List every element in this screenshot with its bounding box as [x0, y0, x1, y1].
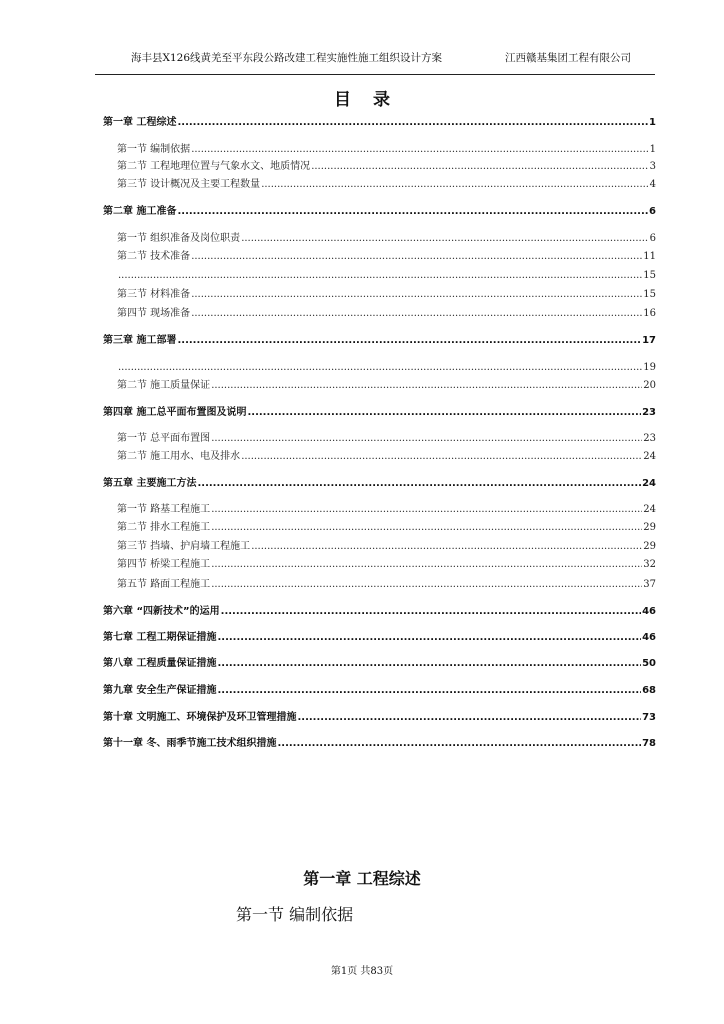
- toc-entry-page: 20: [643, 380, 656, 391]
- toc-entry-label: 第五节 路面工程施工: [117, 579, 211, 590]
- toc-entry-label: 第一节 总平面布置图: [117, 433, 211, 444]
- toc-entry-page: 32: [643, 559, 656, 570]
- toc-entry-page: 46: [642, 606, 656, 617]
- toc-section-entry[interactable]: [117, 503, 656, 517]
- toc-chapter-entry[interactable]: [103, 737, 656, 751]
- toc-section-entry[interactable]: [117, 250, 656, 264]
- toc-leader-dots: [191, 250, 642, 264]
- section-heading: 第一节 编制依据: [236, 905, 354, 924]
- toc-entry-page: 15: [643, 289, 656, 300]
- toc-entry-label: 第八章 工程质量保证措施: [103, 658, 217, 669]
- toc-entry-page: 24: [643, 504, 656, 515]
- toc-entry-label: 第十章 文明施工、环境保护及环卫管理措施: [103, 712, 297, 723]
- toc-section-entry[interactable]: [117, 232, 656, 246]
- toc-section-entry[interactable]: [117, 379, 656, 393]
- toc-entry-page: 6: [649, 233, 656, 244]
- toc-entry-page: 37: [643, 579, 656, 590]
- toc-entry-page: 46: [642, 632, 656, 643]
- toc-leader-dots: [118, 361, 642, 375]
- toc-entry-page: 50: [642, 658, 656, 669]
- toc-leader-dots: [211, 503, 642, 517]
- toc-chapter-entry[interactable]: [103, 711, 656, 725]
- toc-entry-page: 24: [643, 451, 656, 462]
- header-project-title: 海丰县X126线黄羌至平东段公路改建工程实施性施工组织设计方案: [131, 52, 443, 64]
- toc-leader-dots: [247, 406, 641, 420]
- toc-entry-label: 第六章 “四新技术”的运用: [103, 606, 220, 617]
- toc-entry-page: 15: [643, 270, 656, 281]
- toc-entry-page: 11: [643, 251, 656, 262]
- toc-leader-dots: [211, 521, 642, 535]
- toc-leader-dots: [311, 160, 648, 174]
- toc-section-entry[interactable]: [117, 178, 656, 192]
- toc-entry-page: 3: [649, 161, 656, 172]
- toc-chapter-entry[interactable]: [103, 605, 656, 619]
- toc-entry-label: 第二节 施工质量保证: [117, 380, 211, 391]
- toc-section-entry[interactable]: [117, 578, 656, 592]
- toc-entry-label: 第三节 设计概况及主要工程数量: [117, 179, 261, 190]
- toc-leader-dots: [177, 334, 641, 348]
- toc-entry-label: 第二节 排水工程施工: [117, 522, 211, 533]
- header-company-name: 江西赣基集团工程有限公司: [505, 52, 631, 64]
- page-header: [95, 46, 655, 75]
- toc-entry-page: 4: [649, 179, 656, 190]
- toc-section-entry[interactable]: [117, 432, 656, 446]
- toc-section-entry[interactable]: [117, 450, 656, 464]
- toc-leader-dots: [261, 178, 648, 192]
- toc-leader-dots: [297, 711, 641, 725]
- toc-leader-dots: [211, 558, 642, 572]
- toc-entry-label: 第一节 路基工程施工: [117, 504, 211, 515]
- toc-chapter-entry[interactable]: [103, 406, 656, 420]
- toc-section-entry[interactable]: [117, 361, 656, 375]
- toc-entry-label: 第四节 现场准备: [117, 308, 191, 319]
- toc-entry-label: 第二节 施工用水、电及排水: [117, 451, 241, 462]
- toc-entry-label: 第七章 工程工期保证措施: [103, 632, 217, 643]
- toc-entry-page: 23: [642, 407, 656, 418]
- toc-leader-dots: [177, 116, 648, 130]
- toc-section-entry[interactable]: [117, 521, 656, 535]
- toc-entry-label: 第九章 安全生产保证措施: [103, 685, 217, 696]
- toc-entry-page: 23: [643, 433, 656, 444]
- toc-entry-label: 第二节 工程地理位置与气象水文、地质情况: [117, 161, 311, 172]
- toc-leader-dots: [191, 307, 642, 321]
- toc-leader-dots: [251, 540, 642, 554]
- toc-section-entry[interactable]: [117, 307, 656, 321]
- toc-entry-page: 24: [642, 478, 656, 489]
- toc-leader-dots: [211, 432, 642, 446]
- toc-leader-dots: [177, 205, 648, 219]
- toc-leader-dots: [191, 143, 648, 157]
- toc-entry-label: 第二节 技术准备: [117, 251, 191, 262]
- toc-leader-dots: [241, 450, 642, 464]
- toc-entry-label: 第一节 组织准备及岗位职责: [117, 233, 241, 244]
- toc-entry-page: 16: [643, 308, 656, 319]
- toc-section-entry[interactable]: [117, 288, 656, 302]
- toc-section-entry[interactable]: [117, 143, 656, 157]
- toc-entry-label: 第十一章 冬、雨季节施工技术组织措施: [103, 738, 277, 749]
- toc-chapter-entry[interactable]: [103, 631, 656, 645]
- toc-entry-page: 19: [643, 362, 656, 373]
- toc-leader-dots: [241, 232, 648, 246]
- toc-leader-dots: [191, 288, 642, 302]
- toc-entry-label: 第三节 材料准备: [117, 289, 191, 300]
- toc-section-entry[interactable]: [117, 558, 656, 572]
- toc-chapter-entry[interactable]: [103, 334, 656, 348]
- toc-entry-page: 78: [642, 738, 656, 749]
- toc-entry-label: 第一节 编制依据: [117, 144, 191, 155]
- toc-entry-label: 第四章 施工总平面布置图及说明: [103, 407, 247, 418]
- toc-leader-dots: [211, 578, 642, 592]
- toc-entry-label: 第四节 桥梁工程施工: [117, 559, 211, 570]
- toc-entry-label: 第二章 施工准备: [103, 206, 177, 217]
- toc-chapter-entry[interactable]: [103, 684, 656, 698]
- toc-leader-dots: [197, 477, 641, 491]
- toc-leader-dots: [277, 737, 641, 751]
- toc-entry-page: 73: [642, 712, 656, 723]
- page-footer: 第1页 共83页: [330, 966, 394, 977]
- toc-section-entry[interactable]: [117, 160, 656, 174]
- toc-entry-page: 1: [649, 117, 656, 128]
- toc-entry-page: 17: [642, 335, 656, 346]
- toc-chapter-entry[interactable]: [103, 205, 656, 219]
- chapter-heading: 第一章 工程综述: [303, 869, 421, 888]
- toc-leader-dots: [221, 605, 641, 619]
- toc-entry-page: 68: [642, 685, 656, 696]
- toc-leader-dots: [217, 657, 641, 671]
- toc-entry-label: 第三章 施工部署: [103, 335, 177, 346]
- toc-leader-dots: [118, 269, 642, 283]
- toc-title: 目录: [334, 90, 412, 110]
- toc-leader-dots: [217, 631, 641, 645]
- toc-chapter-entry[interactable]: [103, 116, 656, 130]
- toc-entry-label: 第三节 挡墙、护肩墙工程施工: [117, 541, 251, 552]
- toc-entry-label: 第五章 主要施工方法: [103, 478, 197, 489]
- toc-chapter-entry[interactable]: [103, 477, 656, 491]
- toc-section-entry[interactable]: [117, 269, 656, 283]
- toc-chapter-entry[interactable]: [103, 657, 656, 671]
- toc-entry-page: 29: [643, 522, 656, 533]
- toc-leader-dots: [217, 684, 641, 698]
- toc-entry-label: 第一章 工程综述: [103, 117, 177, 128]
- toc-section-entry[interactable]: [117, 540, 656, 554]
- toc-entry-page: 29: [643, 541, 656, 552]
- toc-leader-dots: [211, 379, 642, 393]
- toc-entry-page: 1: [649, 144, 656, 155]
- toc-entry-page: 6: [649, 206, 656, 217]
